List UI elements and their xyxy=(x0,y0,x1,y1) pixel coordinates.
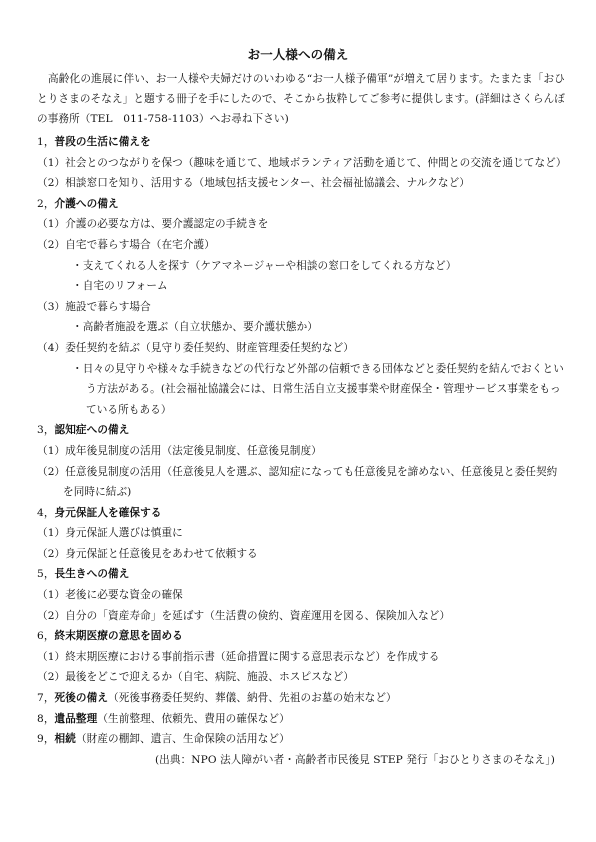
document-body xyxy=(37,132,565,770)
section-heading-3 xyxy=(37,420,565,441)
section-title: 遺品整理 xyxy=(54,712,98,725)
section-number: 2， xyxy=(37,197,55,210)
list-item: （2）相談窓口を知り、活用する（地域包括支援センター、社会福祉協議会、ナルクなど） xyxy=(37,177,470,190)
section-heading-9 xyxy=(37,729,565,750)
list-item: （1）介護の必要な方は、要介護認定の手続きを xyxy=(37,218,269,231)
document-title: お一人様への備え xyxy=(247,47,349,62)
section-heading-1 xyxy=(37,132,565,153)
bullet-item: ・日々の見守りや様々な手続きなどの代行など外部の信頼できる団体などと委任契約を結んでおくという方法がある。(社会福祉協議会には、日常生活自立支援事業や財産保全・管理サービス事業をもっている所もある） xyxy=(72,362,564,416)
section-title: 身元保証人を確保する xyxy=(54,506,162,519)
section-number: 6， xyxy=(37,630,55,643)
section-heading-2 xyxy=(37,194,565,215)
section-title: 相続 xyxy=(54,733,76,746)
bullet-item: ・自宅のリフォーム xyxy=(72,280,168,293)
section-title: 終末期医療の意思を固める xyxy=(54,630,183,643)
section-title: 介護への備え xyxy=(54,197,119,210)
section-number: 1， xyxy=(37,136,55,148)
section-title: 長生きへの備え xyxy=(54,568,130,581)
list-item: （2）自宅で暮らす場合（在宅介護） xyxy=(37,238,215,251)
section-number: 8， xyxy=(37,712,55,725)
section-heading-5 xyxy=(37,564,565,585)
section-number: 7， xyxy=(37,692,55,705)
source-citation: (出典：NPO 法人障がい者・高齢者市民後見 STEP 発行「おひとりさまのそなえ」) xyxy=(154,753,555,766)
section-number: 9， xyxy=(37,733,55,746)
bullet-item: ・高齢者施設を選ぶ（自立状態か、要介護状態か） xyxy=(72,321,318,334)
bullet-item: ・支えてくれる人を探す（ケアマネージャーや相談の窓口をしてくれる方など） xyxy=(72,259,457,272)
section-detail: （死後事務委任契約、葬儀、納骨、先祖のお墓の始末など） xyxy=(108,692,397,705)
list-item: （2）身元保証と任意後見をあわせて依頼する xyxy=(37,547,258,560)
section-heading-4 xyxy=(37,503,565,524)
intro-paragraph: 高齢化の進展に伴い、お一人様や夫婦だけのいわゆる“お一人様予備軍”が増えて居ります。たまたま「おひとりさまのそなえ」と題する冊子を手にしたので、そこから抜粋してご参考に提供します。(詳細はさくらんぼの事務所（TEL 011-758-1103）へお尋ね下さい) xyxy=(37,73,565,125)
section-number: 3， xyxy=(37,424,55,437)
list-item: （2）最後をどこで迎えるか（自宅、病院、施設、ホスピスなど） xyxy=(37,671,354,684)
section-heading-7 xyxy=(37,688,565,709)
list-item: （1）老後に必要な資金の確保 xyxy=(37,589,183,602)
list-item: （1）終末期医療における事前指示書（延命措置に関する意思表示など）を作成する xyxy=(37,650,440,663)
section-number: 5， xyxy=(37,568,55,581)
list-item: （2）任意後見制度の活用（任意後見人を選ぶ、認知症になっても任意後見を諦めない、任意後見と委任契約を同時に結ぶ) xyxy=(37,465,558,499)
list-item: （3）施設で暮らす場合 xyxy=(37,300,151,313)
list-item: （1）社会とのつながりを保つ（趣味を通じて、地域ボランティア活動を通じて、仲間との交流を通じてなど） xyxy=(37,156,567,169)
list-item: （4）委任契約を結ぶ（見守り委任契約、財産管理委任契約など） xyxy=(37,341,354,354)
section-title: 普段の生活に備えを xyxy=(54,136,151,148)
section-title: 認知症への備え xyxy=(54,424,130,437)
list-item: （1）身元保証人選びは慎重に xyxy=(37,527,183,540)
section-title: 死後の備え xyxy=(54,692,109,705)
section-detail: （財産の棚卸、遺言、生命保険の活用など） xyxy=(75,733,290,746)
list-item: （2）自分の「資産寿命」を延ばす（生活費の倹約、資産運用を図る、保険加入など） xyxy=(37,609,451,622)
list-item: （1）成年後見制度の活用（法定後見制度、任意後見制度） xyxy=(37,444,322,457)
section-detail: （生前整理、依頼先、費用の確保など） xyxy=(97,712,290,725)
section-number: 4， xyxy=(37,506,55,519)
section-heading-6 xyxy=(37,626,565,647)
section-heading-8 xyxy=(37,709,565,730)
